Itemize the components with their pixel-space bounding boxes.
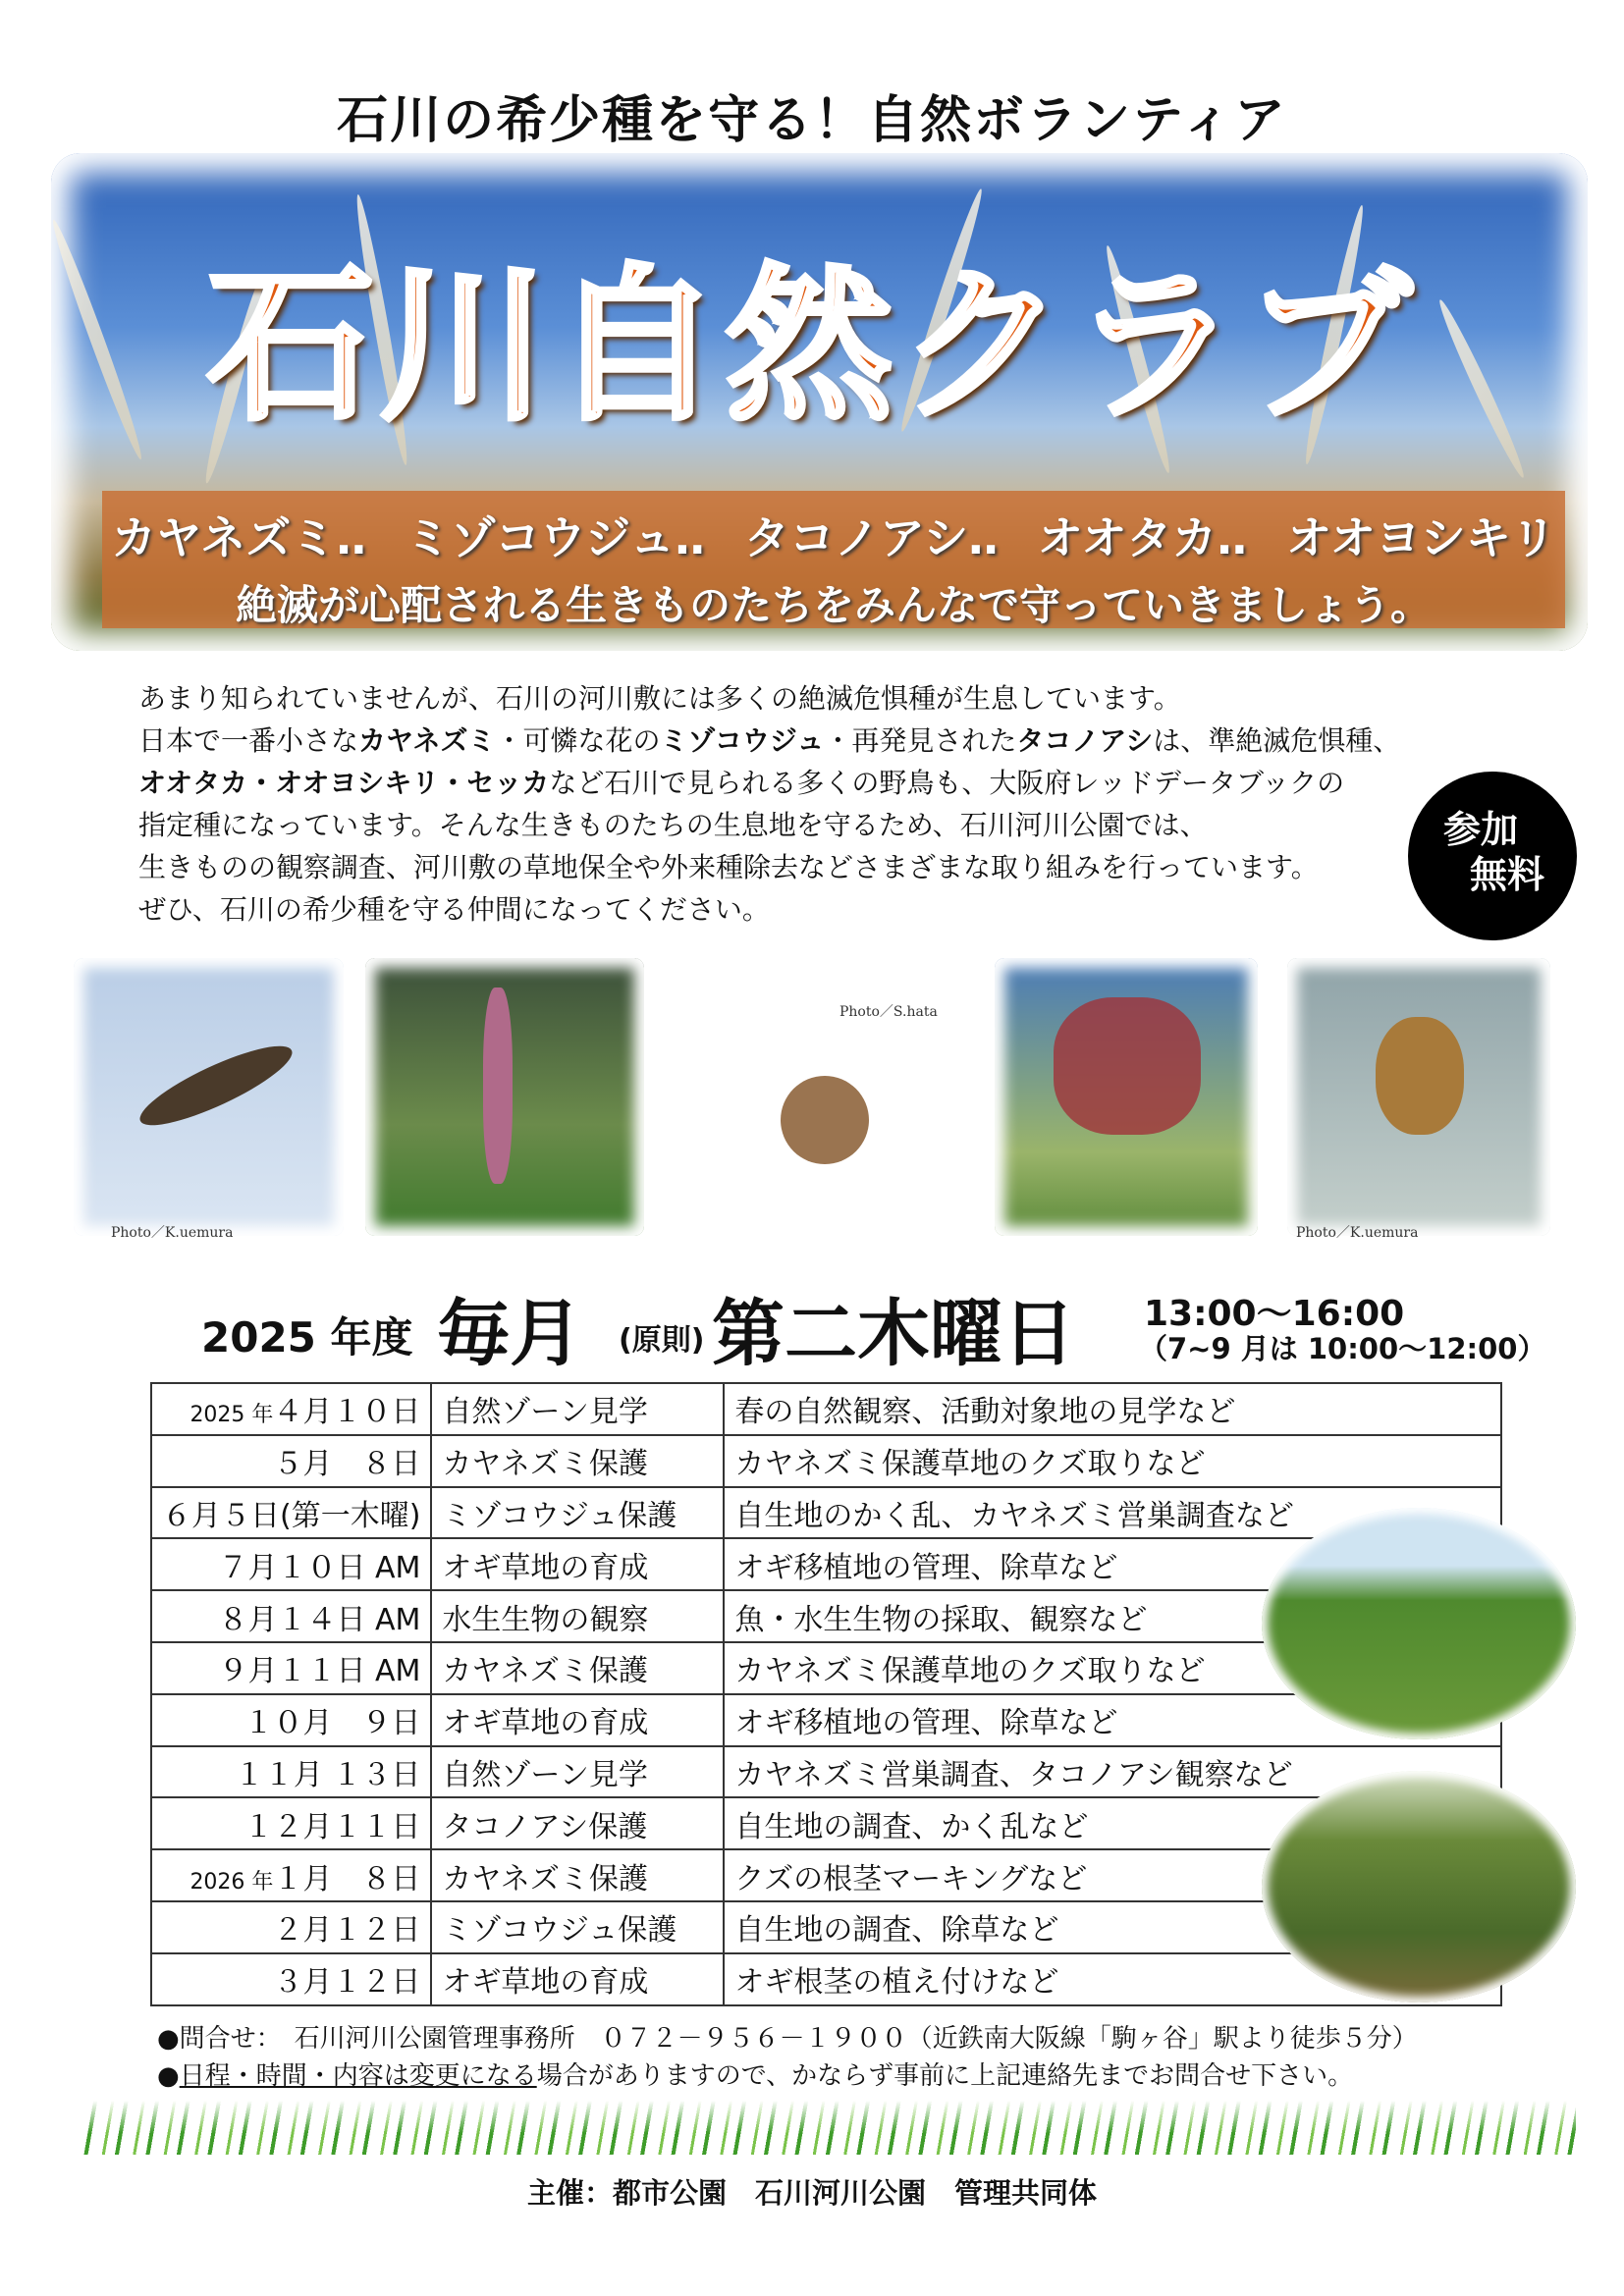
date-cell: ６月５日(第一木曜) xyxy=(151,1487,431,1539)
schedule-row xyxy=(151,1487,1501,1539)
activity-title: ミゾコウジュ保護 xyxy=(431,1901,724,1953)
activity-title: オギ草地の育成 xyxy=(431,1538,724,1590)
intro-line: 日本で一番小さなカヤネズミ・可憐な花のミゾコウジュ・再発見されたタコノアシは、準絶滅危惧種、 xyxy=(138,724,1401,757)
intro-line: 指定種になっています。そんな生きものたちの生息地を守るため、石川河川公園では、 xyxy=(138,809,1208,841)
date-cell: １２月１１日 xyxy=(151,1797,431,1849)
activity-description: オギ移植地の管理、除草など xyxy=(724,1694,1501,1746)
activity-description: 自生地の調査、除草など xyxy=(724,1901,1501,1953)
free-participation-badge: 参加 無料 xyxy=(1408,772,1577,940)
organizer: 主催：都市公園 石川河川公園 管理共同体 xyxy=(526,2176,1097,2210)
schedule-row xyxy=(151,1383,1501,1435)
activity-title: カヤネズミ保護 xyxy=(431,1642,724,1694)
takonoashi-photo xyxy=(995,958,1258,1236)
activity-title: カヤネズミ保護 xyxy=(431,1435,724,1487)
change-notice: ●日程・時間・内容は変更になる場合がありますので、かならず事前に上記連絡先までお問合せ下さい。 xyxy=(157,2061,1354,2091)
activity-description: カヤネズミ保護草地のクズ取りなど xyxy=(724,1642,1501,1694)
summer-time-range: （7~9 月は 10:00～12:00） xyxy=(1139,1332,1546,1365)
second-thursday-label: 第二木曜日 xyxy=(712,1292,1075,1376)
schedule-row xyxy=(151,1694,1501,1746)
activity-description: 春の自然観察、活動対象地の見学など xyxy=(724,1383,1501,1435)
species-list: カヤネズミ‥ ミゾコウジュ‥ タコノアシ‥ オオタカ‥ オオヨシキリ xyxy=(111,511,1556,564)
mizokouju-photo xyxy=(365,958,644,1236)
date-cell: ９月１１日 AM xyxy=(151,1642,431,1694)
date-cell: ７月１０日 AM xyxy=(151,1538,431,1590)
fiscal-year: 2025 年度 xyxy=(201,1313,413,1362)
grass-decoration xyxy=(83,2101,1576,2155)
activity-description: カヤネズミ保護草地のクズ取りなど xyxy=(724,1435,1501,1487)
activity-description: 魚・水生生物の採取、観察など xyxy=(724,1590,1501,1642)
date-cell: １０月 ９日 xyxy=(151,1694,431,1746)
grass-work-photo xyxy=(1262,1508,1576,1739)
intro-line: ぜひ、石川の希少種を守る仲間になってください。 xyxy=(138,893,770,926)
main-title: 石川自然クラブ xyxy=(206,249,1417,444)
subtitle: 石川の希少種を守る！自然ボランティア xyxy=(337,91,1287,150)
species-band xyxy=(102,491,1565,628)
activity-title: タコノアシ保護 xyxy=(431,1797,724,1849)
band-message: 絶滅が心配される生きものたちをみんなで守っていきましょう。 xyxy=(235,581,1432,629)
date-cell: ８月１４日 AM xyxy=(151,1590,431,1642)
date-cell: ５月 ８日 xyxy=(151,1435,431,1487)
activity-title: カヤネズミ保護 xyxy=(431,1849,724,1901)
activity-description: オギ根茎の植え付けなど xyxy=(724,1953,1501,2005)
hawk-photo xyxy=(74,958,344,1236)
date-cell: １１月 １３日 xyxy=(151,1746,431,1798)
activity-title: オギ草地の育成 xyxy=(431,1953,724,2005)
photo-credit: Photo／K.uemura xyxy=(111,1225,234,1241)
intro-line: 生きものの観察調査、河川敷の草地保全や外来種除去などさまざまな取り組みを行っています。 xyxy=(138,851,1319,883)
date-cell: 2026 年１月 ８日 xyxy=(151,1849,431,1901)
volunteers-group-photo xyxy=(1262,1771,1576,2002)
intro-line: オオタカ・オオヨシキリ・セッカなど石川で見られる多くの野鳥も、大阪府レッドデータブックの xyxy=(138,767,1345,799)
intro-text xyxy=(138,677,1474,931)
schedule-row xyxy=(151,1746,1501,1798)
activity-description: 自生地の調査、かく乱など xyxy=(724,1797,1501,1849)
time-range: 13:00～16:00 xyxy=(1144,1294,1405,1334)
harvest-mouse-photo xyxy=(687,958,965,1236)
activity-description: カヤネズミ営巣調査、タコノアシ観察など xyxy=(724,1746,1501,1798)
date-cell: ３月１２日 xyxy=(151,1953,431,2005)
activity-description: クズの根茎マーキングなど xyxy=(724,1849,1501,1901)
activity-title: オギ草地の育成 xyxy=(431,1694,724,1746)
intro-line: あまり知られていませんが、石川の河川敷には多くの絶滅危惧種が生息しています。 xyxy=(138,682,1181,715)
photo-credit: Photo／K.uemura xyxy=(1296,1225,1419,1241)
contact-info: ●問合せ： 石川河川公園管理事務所 ０７２－９５６－１９００（近鉄南大阪線「駒ヶ谷」駅より徒歩５分） xyxy=(157,2024,1418,2054)
activity-title: 自然ゾーン見学 xyxy=(431,1383,724,1435)
date-cell: 2025 年４月１０日 xyxy=(151,1383,431,1435)
schedule-row xyxy=(151,1435,1501,1487)
monthly-label: 毎月 xyxy=(437,1292,582,1376)
activity-description: オギ移植地の管理、除草など xyxy=(724,1538,1501,1590)
photo-credit: Photo／S.hata xyxy=(839,1004,938,1020)
activity-title: ミゾコウジュ保護 xyxy=(431,1487,724,1539)
date-cell: ２月１２日 xyxy=(151,1901,431,1953)
activity-description: 自生地のかく乱、カヤネズミ営巣調査など xyxy=(724,1487,1501,1539)
activity-title: 水生生物の観察 xyxy=(431,1590,724,1642)
reed-warbler-photo xyxy=(1287,958,1550,1236)
in-principle-label: (原則) xyxy=(619,1323,705,1358)
activity-title: 自然ゾーン見学 xyxy=(431,1746,724,1798)
